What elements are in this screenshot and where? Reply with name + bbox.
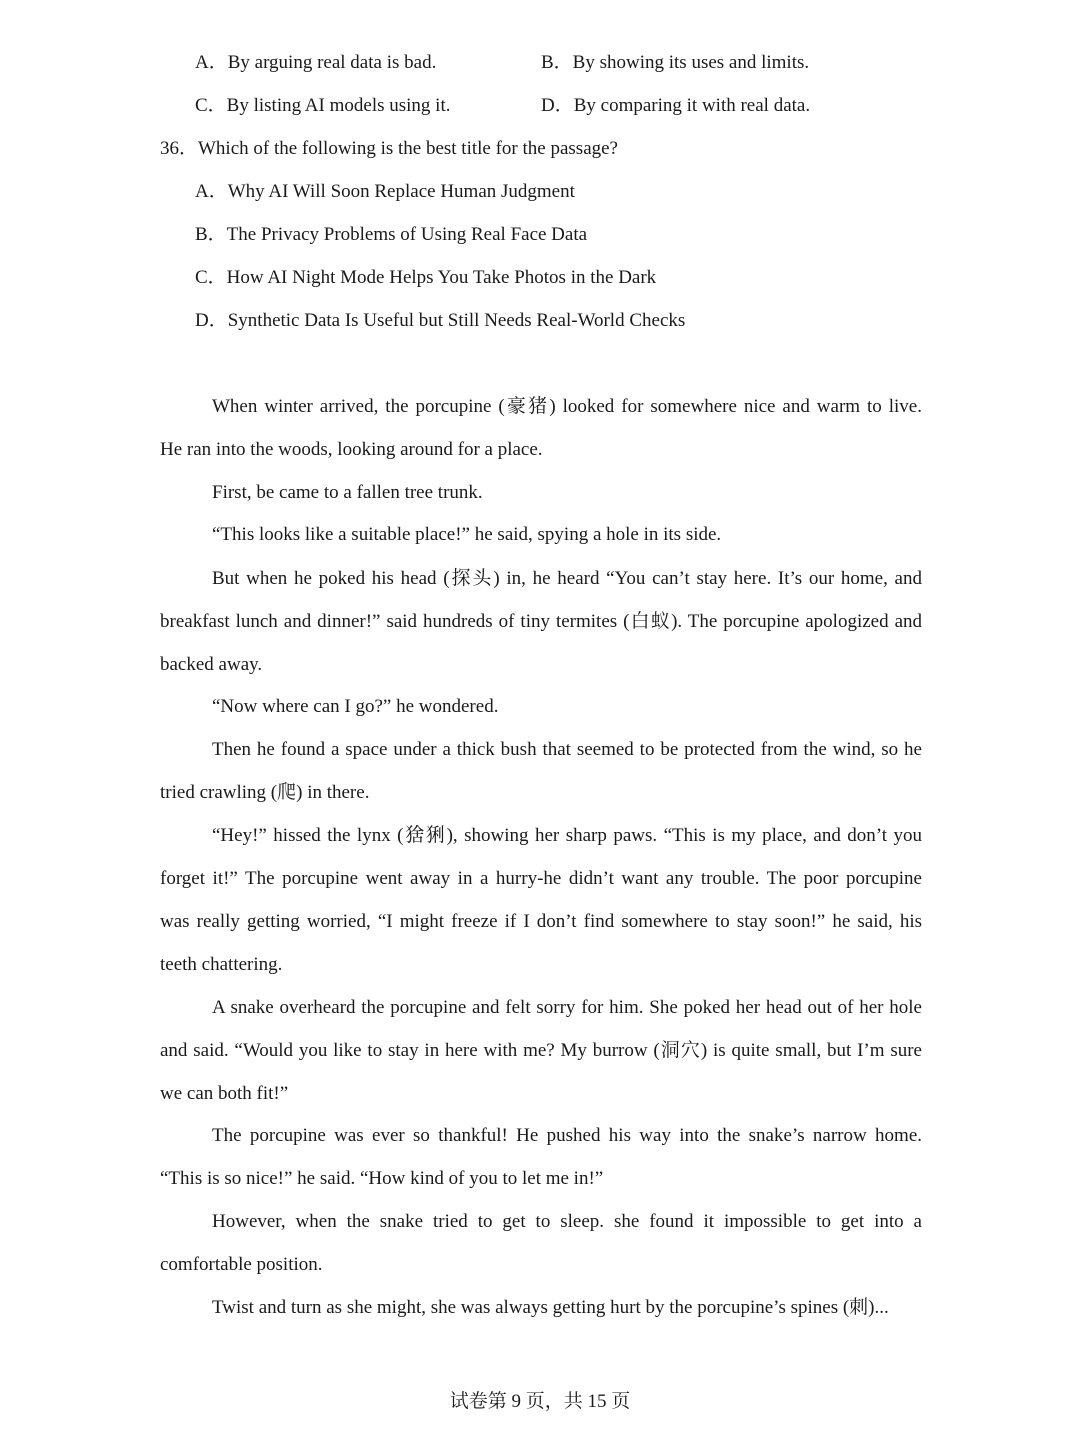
q35-option-c: C．By listing AI models using it. — [195, 95, 451, 116]
passage-p7-line4: teeth chattering. — [160, 954, 283, 975]
passage-p6-line2: tried crawling (爬) in there. — [160, 782, 370, 803]
passage-p7-line1: “Hey!” hissed the lynx (猞猁), showing her sharp paws. “This is my place, and don’t you — [212, 825, 922, 846]
q35-option-d: D．By comparing it with real data. — [541, 95, 811, 116]
passage-p11: Twist and turn as she might, she was always getting hurt by the porcupine’s spines (刺)... — [212, 1297, 889, 1318]
passage-p9-line1: The porcupine was ever so thankful! He pushed his way into the snake’s narrow home. — [212, 1125, 922, 1146]
q35-option-a: A．By arguing real data is bad. — [195, 52, 437, 73]
passage-p3: “This looks like a suitable place!” he said, spying a hole in its side. — [212, 524, 722, 545]
passage-p2: First, be came to a fallen tree trunk. — [212, 482, 483, 503]
q36-stem: 36．Which of the following is the best title for the passage? — [160, 138, 618, 159]
passage-p8-line3: we can both fit!” — [160, 1083, 289, 1104]
passage-p10-line1: However, when the snake tried to get to sleep. she found it impossible to get into a — [212, 1211, 922, 1232]
passage-p5: “Now where can I go?” he wondered. — [212, 696, 499, 717]
q35-option-b: B．By showing its uses and limits. — [541, 52, 810, 73]
passage-p7-line2: forget it!” The porcupine went away in a hurry-he didn’t want any trouble. The poor porcupine — [160, 868, 922, 889]
q36-option-c: C．How AI Night Mode Helps You Take Photos in the Dark — [195, 267, 657, 288]
passage-p8-line1: A snake overheard the porcupine and felt sorry for him. She poked her head out of her hole — [212, 997, 922, 1018]
q36-option-d: D．Synthetic Data Is Useful but Still Needs Real-World Checks — [195, 310, 686, 331]
passage-p6-line1: Then he found a space under a thick bush that seemed to be protected from the wind, so he — [212, 739, 922, 760]
passage-p7-line3: was really getting worried, “I might freeze if I don’t find somewhere to stay soon!” he said, his — [160, 911, 922, 932]
page-number-footer: 试卷第 9 页，共 15 页 — [449, 1391, 631, 1412]
passage-p4-line1: But when he poked his head (探头) in, he heard “You can’t stay here. It’s our home, and — [212, 568, 922, 589]
q36-option-b: B．The Privacy Problems of Using Real Face Data — [195, 224, 588, 245]
passage-p1-line1: When winter arrived, the porcupine (豪猪) looked for somewhere nice and warm to live. — [212, 396, 922, 417]
passage-p4-line2: breakfast lunch and dinner!” said hundreds of tiny termites (白蚁). The porcupine apologized and — [160, 611, 922, 632]
passage-p4-line3: backed away. — [160, 654, 263, 675]
passage-p10-line2: comfortable position. — [160, 1254, 323, 1275]
passage-p9-line2: “This is so nice!” he said. “How kind of you to let me in!” — [160, 1168, 604, 1189]
q36-option-a: A．Why AI Will Soon Replace Human Judgment — [195, 181, 575, 202]
passage-p1-line2: He ran into the woods, looking around for a place. — [160, 439, 543, 460]
passage-p8-line2: and said. “Would you like to stay in here with me? My burrow (洞穴) is quite small, but I’m sure — [160, 1040, 922, 1061]
